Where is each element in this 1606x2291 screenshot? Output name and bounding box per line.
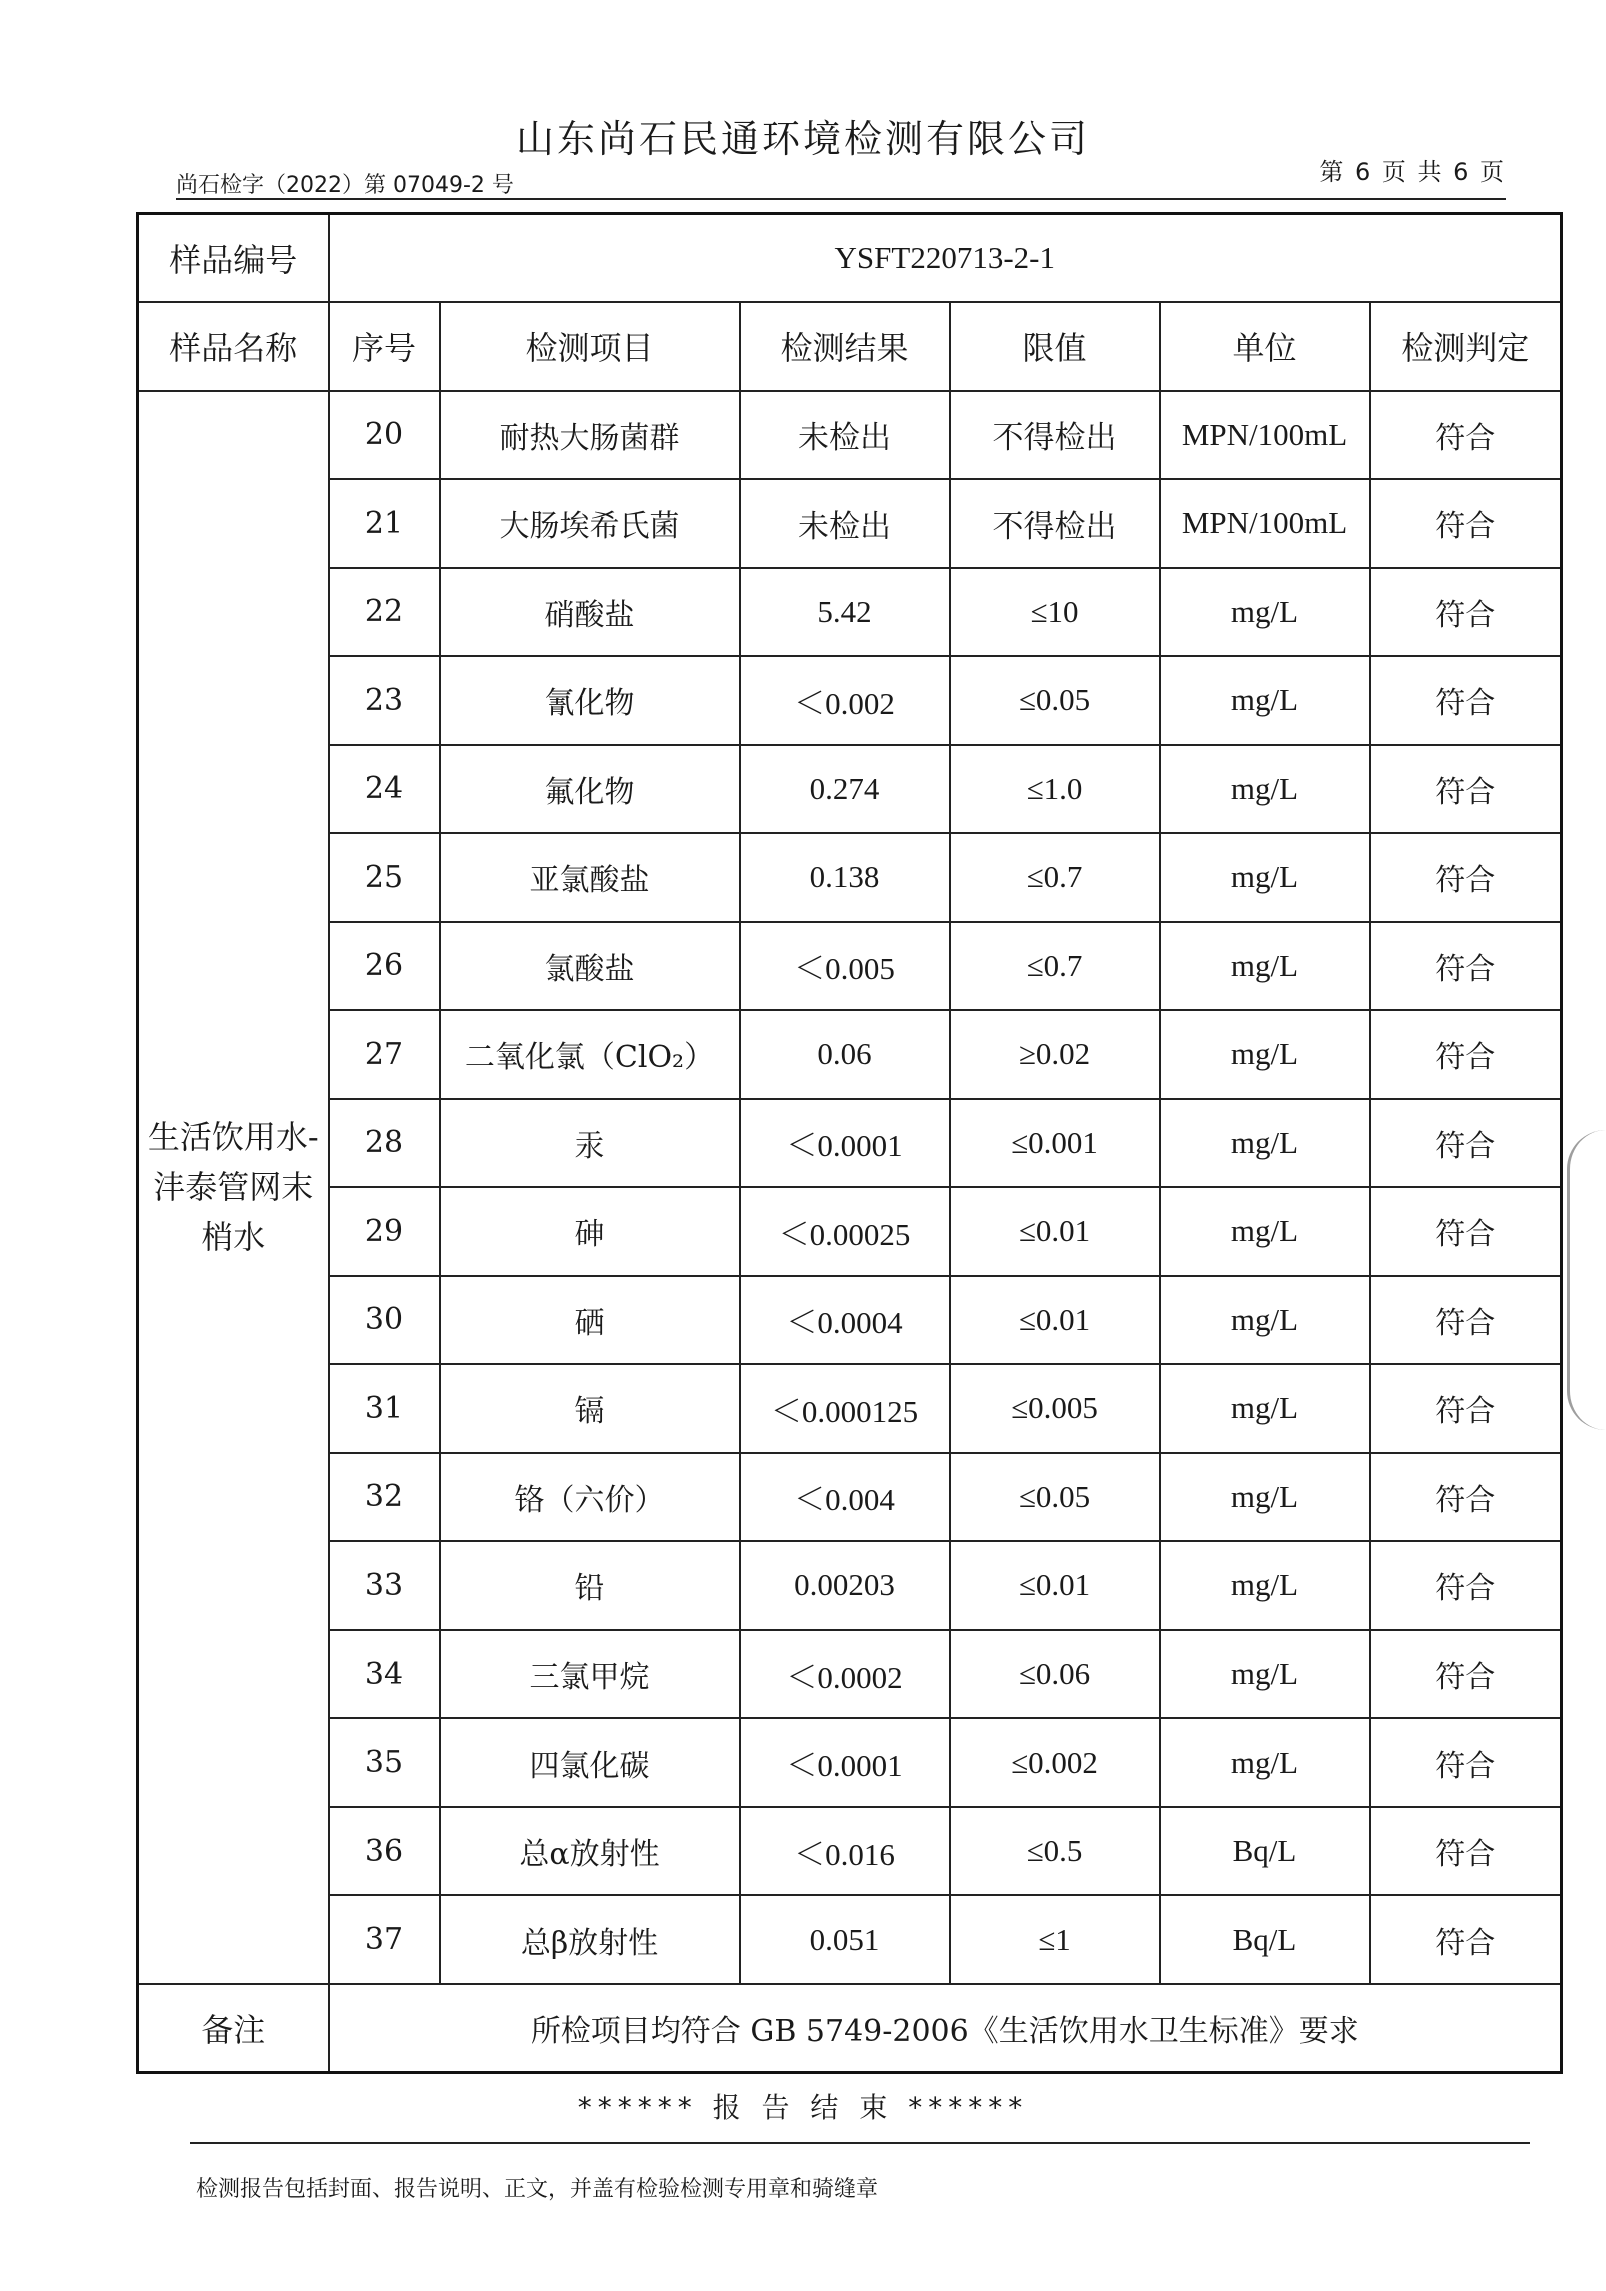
row-item: 总β放射性	[440, 1895, 740, 1984]
row-result: 0.274	[740, 745, 950, 834]
row-index: 37	[329, 1895, 440, 1984]
table-row	[138, 1099, 1562, 1188]
report-number: 尚石检字（2022）第 07049-2 号	[176, 173, 514, 198]
remark-value: 所检项目均符合 GB 5749-2006《生活饮用水卫生标准》要求	[329, 1984, 1562, 2073]
row-unit: mg/L	[1160, 833, 1370, 922]
table-row	[138, 1364, 1562, 1453]
table-row	[138, 391, 1562, 480]
row-judgement: 符合	[1370, 656, 1562, 745]
table-row	[138, 1630, 1562, 1719]
row-result: 未检出	[740, 391, 950, 480]
table-row	[138, 1276, 1562, 1365]
sample-number-value: YSFT220713-2-1	[329, 214, 1562, 303]
row-judgement: 符合	[1370, 1276, 1562, 1365]
row-index: 35	[329, 1718, 440, 1807]
remark-label: 备注	[138, 1984, 329, 2073]
row-judgement: 符合	[1370, 1895, 1562, 1984]
row-unit: mg/L	[1160, 1453, 1370, 1542]
row-index: 21	[329, 479, 440, 568]
row-index: 23	[329, 656, 440, 745]
company-name: 山东尚石民通环境检测有限公司	[515, 117, 1090, 161]
row-index: 32	[329, 1453, 440, 1542]
row-limit: ≤0.06	[950, 1630, 1160, 1719]
row-item: 镉	[440, 1364, 740, 1453]
row-judgement: 符合	[1370, 479, 1562, 568]
row-judgement: 符合	[1370, 1718, 1562, 1807]
row-result: 未检出	[740, 479, 950, 568]
row-item: 四氯化碳	[440, 1718, 740, 1807]
row-result: ＜0.0004	[740, 1276, 950, 1365]
row-index: 25	[329, 833, 440, 922]
row-unit: mg/L	[1160, 1718, 1370, 1807]
row-result: ＜0.005	[740, 922, 950, 1011]
row-unit: mg/L	[1160, 1630, 1370, 1719]
table-row	[138, 656, 1562, 745]
row-item: 大肠埃希氏菌	[440, 479, 740, 568]
row-limit: ≥0.02	[950, 1010, 1160, 1099]
row-unit: mg/L	[1160, 922, 1370, 1011]
table-row	[138, 1541, 1562, 1630]
row-result: 0.051	[740, 1895, 950, 1984]
row-index: 22	[329, 568, 440, 657]
row-judgement: 符合	[1370, 833, 1562, 922]
row-item: 总α放射性	[440, 1807, 740, 1896]
row-unit: Bq/L	[1160, 1895, 1370, 1984]
row-result: ＜0.0001	[740, 1099, 950, 1188]
row-result: 0.06	[740, 1010, 950, 1099]
row-limit: ≤0.001	[950, 1099, 1160, 1188]
row-limit: ≤0.01	[950, 1276, 1160, 1365]
row-result: 0.138	[740, 833, 950, 922]
row-limit: ≤1	[950, 1895, 1160, 1984]
row-item: 耐热大肠菌群	[440, 391, 740, 480]
row-unit: mg/L	[1160, 745, 1370, 834]
row-judgement: 符合	[1370, 1541, 1562, 1630]
row-result: ＜0.00025	[740, 1187, 950, 1276]
row-judgement: 符合	[1370, 922, 1562, 1011]
seam-stamp-mark	[1567, 1130, 1606, 1430]
footer-note: 检测报告包括封面、报告说明、正文，并盖有检验检测专用章和骑缝章	[196, 2177, 879, 2202]
table-row	[138, 745, 1562, 834]
row-limit: ≤0.01	[950, 1541, 1160, 1630]
column-header-limit: 限值	[950, 302, 1160, 391]
row-limit: ≤0.002	[950, 1718, 1160, 1807]
column-header-index: 序号	[329, 302, 440, 391]
row-unit: mg/L	[1160, 568, 1370, 657]
row-result: ＜0.016	[740, 1807, 950, 1896]
row-result: ＜0.004	[740, 1453, 950, 1542]
row-result: ＜0.0002	[740, 1630, 950, 1719]
row-judgement: 符合	[1370, 1807, 1562, 1896]
row-limit: ≤0.05	[950, 656, 1160, 745]
row-item: 二氧化氯（ClO₂）	[440, 1010, 740, 1099]
row-judgement: 符合	[1370, 745, 1562, 834]
footer-divider	[190, 2142, 1530, 2144]
row-index: 30	[329, 1276, 440, 1365]
row-judgement: 符合	[1370, 391, 1562, 480]
row-index: 20	[329, 391, 440, 480]
row-judgement: 符合	[1370, 1630, 1562, 1719]
row-index: 33	[329, 1541, 440, 1630]
row-index: 36	[329, 1807, 440, 1896]
sample-name-value: 生活饮用水-沣泰管网末梢水	[138, 391, 329, 1984]
table-row	[138, 1718, 1562, 1807]
header-divider	[176, 198, 1506, 200]
row-limit: ≤0.7	[950, 922, 1160, 1011]
row-unit: MPN/100mL	[1160, 391, 1370, 480]
row-item: 硒	[440, 1276, 740, 1365]
row-judgement: 符合	[1370, 1453, 1562, 1542]
table-row	[138, 1187, 1562, 1276]
row-result: ＜0.0001	[740, 1718, 950, 1807]
column-header-sample-name: 样品名称	[138, 302, 329, 391]
row-result: ＜0.002	[740, 656, 950, 745]
row-item: 汞	[440, 1099, 740, 1188]
row-unit: mg/L	[1160, 1099, 1370, 1188]
row-item: 氟化物	[440, 745, 740, 834]
row-index: 26	[329, 922, 440, 1011]
row-item: 铬（六价）	[440, 1453, 740, 1542]
row-unit: mg/L	[1160, 1010, 1370, 1099]
row-limit: ≤0.5	[950, 1807, 1160, 1896]
column-header-item: 检测项目	[440, 302, 740, 391]
table-row	[138, 1010, 1562, 1099]
table-row	[138, 479, 1562, 568]
row-result: 0.00203	[740, 1541, 950, 1630]
row-index: 31	[329, 1364, 440, 1453]
row-limit: ≤0.005	[950, 1364, 1160, 1453]
row-limit: ≤10	[950, 568, 1160, 657]
row-unit: mg/L	[1160, 656, 1370, 745]
column-header-row	[138, 302, 1562, 391]
row-limit: ≤0.01	[950, 1187, 1160, 1276]
table-row	[138, 1453, 1562, 1542]
table-row	[138, 1895, 1562, 1984]
row-unit: mg/L	[1160, 1187, 1370, 1276]
row-result: 5.42	[740, 568, 950, 657]
row-index: 24	[329, 745, 440, 834]
row-index: 27	[329, 1010, 440, 1099]
row-index: 34	[329, 1630, 440, 1719]
row-limit: ≤1.0	[950, 745, 1160, 834]
row-judgement: 符合	[1370, 1364, 1562, 1453]
sample-number-label: 样品编号	[138, 214, 329, 303]
row-index: 28	[329, 1099, 440, 1188]
row-judgement: 符合	[1370, 1010, 1562, 1099]
row-unit: mg/L	[1160, 1276, 1370, 1365]
sample-number-row	[138, 214, 1562, 303]
row-result: ＜0.000125	[740, 1364, 950, 1453]
row-judgement: 符合	[1370, 1187, 1562, 1276]
column-header-result: 检测结果	[740, 302, 950, 391]
column-header-judgement: 检测判定	[1370, 302, 1562, 391]
row-item: 砷	[440, 1187, 740, 1276]
row-judgement: 符合	[1370, 568, 1562, 657]
row-item: 氯酸盐	[440, 922, 740, 1011]
column-header-unit: 单位	[1160, 302, 1370, 391]
test-results-table	[136, 212, 1563, 2074]
table-row	[138, 1807, 1562, 1896]
report-end-mark: ****** 报 告 结 束 ******	[577, 2091, 1029, 2124]
row-unit: mg/L	[1160, 1541, 1370, 1630]
row-item: 亚氯酸盐	[440, 833, 740, 922]
row-unit: MPN/100mL	[1160, 479, 1370, 568]
row-item: 三氯甲烷	[440, 1630, 740, 1719]
row-limit: 不得检出	[950, 479, 1160, 568]
row-judgement: 符合	[1370, 1099, 1562, 1188]
row-item: 氰化物	[440, 656, 740, 745]
remark-row	[138, 1984, 1562, 2073]
row-item: 铅	[440, 1541, 740, 1630]
table-row	[138, 833, 1562, 922]
table-row	[138, 922, 1562, 1011]
row-limit: 不得检出	[950, 391, 1160, 480]
row-limit: ≤0.7	[950, 833, 1160, 922]
row-index: 29	[329, 1187, 440, 1276]
table-row	[138, 568, 1562, 657]
row-limit: ≤0.05	[950, 1453, 1160, 1542]
row-unit: Bq/L	[1160, 1807, 1370, 1896]
page-indicator: 第 6 页 共 6 页	[1319, 158, 1506, 186]
row-unit: mg/L	[1160, 1364, 1370, 1453]
row-item: 硝酸盐	[440, 568, 740, 657]
